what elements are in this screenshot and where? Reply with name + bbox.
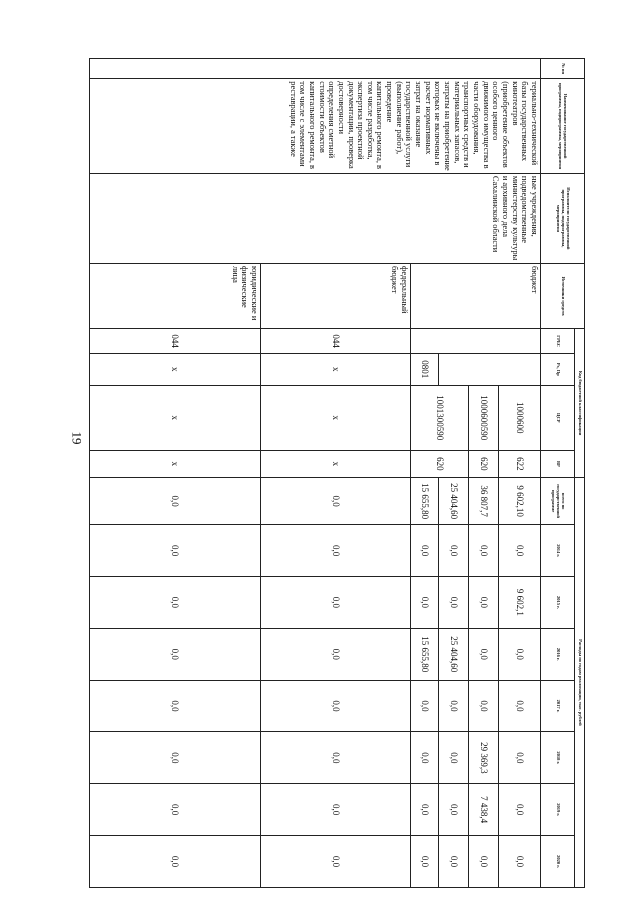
header-no: № пп (541, 59, 585, 79)
total-cell: 15 655,80 (411, 477, 439, 524)
grbs-cell (411, 329, 541, 354)
year-cell: 0,0 (439, 732, 469, 784)
year-cell: 0,0 (411, 525, 439, 577)
header-year: 2020 г. (541, 836, 575, 888)
year-cell: 0,0 (411, 784, 439, 836)
year-cell: 0,0 (499, 525, 541, 577)
rotated-table-container (90, 58, 585, 888)
header-grbs: ГРБС (541, 329, 575, 354)
year-cell: 0,0 (261, 680, 411, 732)
rzpr-cell (439, 354, 541, 386)
rzpr-cell: x (90, 354, 261, 386)
year-cell: 0,0 (469, 680, 499, 732)
source-budget-cell: бюджет (411, 263, 541, 328)
header-year: 2017 г. (541, 680, 575, 732)
vr-cell: 620 (411, 450, 469, 477)
csr-cell: x (261, 385, 411, 450)
total-cell: 0,0 (261, 477, 411, 524)
year-cell: 0,0 (439, 525, 469, 577)
year-cell: 0,0 (90, 525, 261, 577)
year-cell: 29 369,3 (469, 732, 499, 784)
grbs-cell: 044 (261, 329, 411, 354)
year-cell: 25 404,60 (439, 628, 469, 680)
year-cell: 0,0 (261, 577, 411, 629)
vr-cell: x (90, 450, 261, 477)
year-cell: 0,0 (90, 628, 261, 680)
year-cell: 0,0 (90, 577, 261, 629)
total-cell: 36 807,7 (469, 477, 499, 524)
year-cell: 0,0 (90, 784, 261, 836)
csr-cell: 1000600590 (469, 385, 499, 450)
header-kbk-group: Код бюджетной классификации (575, 329, 585, 478)
header-year: 2018 г. (541, 732, 575, 784)
year-cell: 0,0 (90, 732, 261, 784)
executor-cell: ные учреждения, подведомственные министерству культуры и архивного дела Сахалинской области (90, 173, 541, 263)
header-executor: Исполнители государственной программы, подпрограммы, мероприятия (541, 173, 585, 263)
year-cell: 0,0 (469, 628, 499, 680)
rzpr-cell: 0801 (411, 354, 439, 386)
header-csr: ЦСР (541, 385, 575, 450)
year-cell: 9 602,1 (499, 577, 541, 629)
csr-cell: x (90, 385, 261, 450)
header-expenses-group: Расходы по годам реализации, тыс. рублей (575, 477, 585, 887)
total-cell: 0,0 (90, 477, 261, 524)
year-cell: 15 655,80 (411, 628, 439, 680)
source-legal-cell: юридические и физические лица (90, 263, 261, 328)
year-cell: 0,0 (411, 836, 439, 888)
year-cell: 0,0 (469, 836, 499, 888)
year-cell: 0,0 (261, 628, 411, 680)
header-vr: ВР (541, 450, 575, 477)
page-number: 19 (69, 431, 85, 445)
total-cell: 25 404,60 (439, 477, 469, 524)
year-cell: 0,0 (90, 680, 261, 732)
year-cell: 0,0 (439, 577, 469, 629)
year-cell: 0,0 (90, 836, 261, 888)
year-cell: 0,0 (469, 577, 499, 629)
year-cell: 0,0 (261, 784, 411, 836)
year-cell: 0,0 (499, 628, 541, 680)
year-cell: 0,0 (439, 680, 469, 732)
year-cell: 0,0 (499, 732, 541, 784)
header-rzpr: Рз, Пр (541, 354, 575, 386)
year-cell: 0,0 (499, 836, 541, 888)
header-year: 2016 г. (541, 628, 575, 680)
year-cell: 0,0 (411, 577, 439, 629)
year-cell: 0,0 (411, 680, 439, 732)
total-cell: 9 602,10 (499, 477, 541, 524)
csr-cell: 1001300590 (411, 385, 469, 450)
rzpr-cell: x (261, 354, 411, 386)
table-row (499, 59, 541, 888)
program-name-cell: териально-технической базы государственных кинотеатров (приобретение объектов особого ценного движимого имущества в части оборудования, транспортных средств и материальных запасов, затраты на приобретение которых не включены в расчет нормативных затрат на оказание государственной услуги (выполнение работ), проведение капитального ремонта, в том числе разработка, экспертиза проектной документации, проверка достоверности определения сметной стоимости объектов капитального ремонта, в том числе с элементами реставрации, а также (90, 79, 541, 174)
header-year: 2015 г. (541, 577, 575, 629)
cell-no (90, 59, 541, 79)
year-cell: 0,0 (411, 732, 439, 784)
header-source: Источники средств (541, 263, 585, 328)
year-cell: 0,0 (261, 732, 411, 784)
header-year: 2019 г. (541, 784, 575, 836)
vr-cell: x (261, 450, 411, 477)
header-row-1 (575, 59, 585, 888)
year-cell: 0,0 (469, 525, 499, 577)
year-cell: 0,0 (499, 784, 541, 836)
year-cell: 0,0 (439, 784, 469, 836)
header-total: всего по государственной программе (541, 477, 575, 524)
grbs-cell: 044 (90, 329, 261, 354)
year-cell: 0,0 (499, 680, 541, 732)
year-cell: 0,0 (261, 525, 411, 577)
header-year: 2014 г. (541, 525, 575, 577)
year-cell: 7 438,4 (469, 784, 499, 836)
vr-cell: 622 (499, 450, 541, 477)
year-cell: 0,0 (261, 836, 411, 888)
csr-cell: 1000600 (499, 385, 541, 450)
budget-table (89, 58, 585, 888)
vr-cell: 620 (469, 450, 499, 477)
source-federal-cell: федеральный бюджет (261, 263, 411, 328)
year-cell: 0,0 (439, 836, 469, 888)
header-name: Наименование государственной программы, подпрограммы, мероприятия (541, 79, 585, 174)
